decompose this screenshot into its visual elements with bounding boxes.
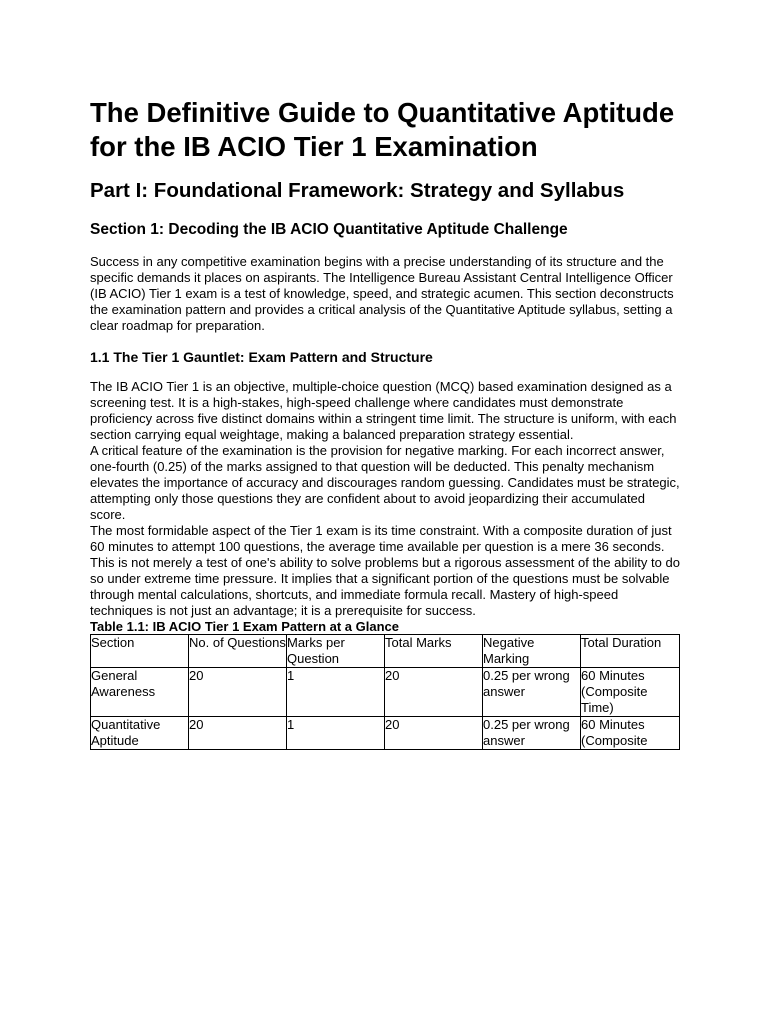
intro-paragraph: Success in any competitive examination begins with a precise understanding of its structure and the specific demands it places on aspirants. The Intelligence Bureau Assistant Central Intelligence Officer (IB ACIO) Tier 1 exam is a test of knowledge, speed, and strategic acumen. This section deconstructs the examination pattern and provides a critical analysis of the Quantitative Aptitude syllabus, setting a clear roadmap for preparation. — [90, 254, 674, 333]
table-cell: 60 Minutes (Composite Time) — [581, 668, 680, 717]
header-cell-section: Section — [91, 635, 189, 668]
table-header-row — [91, 635, 680, 668]
header-cell-total-duration: Total Duration — [581, 635, 680, 668]
table-cell: Quantitative Aptitude — [91, 717, 189, 750]
table-cell: 0.25 per wrong answer — [483, 668, 581, 717]
table-cell: 60 Minutes (Composite — [581, 717, 680, 750]
table-cell: 20 — [189, 717, 287, 750]
table-caption: Table 1.1: IB ACIO Tier 1 Exam Pattern at a Glance — [90, 619, 399, 634]
subsection-heading: 1.1 The Tier 1 Gauntlet: Exam Pattern and Structure — [90, 349, 433, 365]
table-row — [91, 717, 680, 750]
part-heading: Part I: Foundational Framework: Strategy and Syllabus — [90, 179, 625, 202]
header-cell-total-marks: Total Marks — [385, 635, 483, 668]
document-page — [90, 96, 680, 750]
exam-pattern-table — [90, 634, 680, 750]
table-cell: 20 — [385, 668, 483, 717]
table-row — [91, 668, 680, 717]
table-cell: 0.25 per wrong answer — [483, 717, 581, 750]
header-cell-negative-marking: Negative Marking — [483, 635, 581, 668]
table-cell: 20 — [385, 717, 483, 750]
table-cell: General Awareness — [91, 668, 189, 717]
section-heading: Section 1: Decoding the IB ACIO Quantitative Aptitude Challenge — [90, 221, 568, 238]
table-cell: 20 — [189, 668, 287, 717]
table-cell: 1 — [287, 668, 385, 717]
header-cell-marks-per-question: Marks per Question — [287, 635, 385, 668]
table-cell: 1 — [287, 717, 385, 750]
paragraph-negative-marking: A critical feature of the examination is the provision for negative marking. For each incorrect answer, one-fourth (0.25) of the marks assigned to that question will be deducted. This penalty mechanism elevates the importance of accuracy and discourages random guessing. Candidates must be strategic, attempting only those questions they are confident about to avoid jeopardizing their accumulated score. — [90, 443, 680, 522]
header-cell-questions: No. of Questions — [189, 635, 287, 668]
document-title: The Definitive Guide to Quantitative Aptitude for the IB ACIO Tier 1 Examination — [90, 97, 675, 162]
paragraph-exam-overview: The IB ACIO Tier 1 is an objective, multiple-choice question (MCQ) based examination designed as a screening test. It is a high-stakes, high-speed challenge where candidates must demonstrate proficiency across five distinct domains within a stringent time limit. The structure is uniform, with each section carrying equal weightage, making a balanced preparation strategy essential. — [90, 379, 677, 442]
paragraph-time-constraint: The most formidable aspect of the Tier 1 exam is its time constraint. With a composite duration of just 60 minutes to attempt 100 questions, the average time available per question is a mere 36 seconds. This is not merely a test of one's ability to solve problems but a rigorous assessment of the ability to do so under extreme time pressure. It implies that a significant portion of the questions must be solvable through mental calculations, shortcuts, and immediate formula recall. Mastery of high-speed techniques is not just an advantage; it is a prerequisite for success. — [90, 523, 680, 618]
